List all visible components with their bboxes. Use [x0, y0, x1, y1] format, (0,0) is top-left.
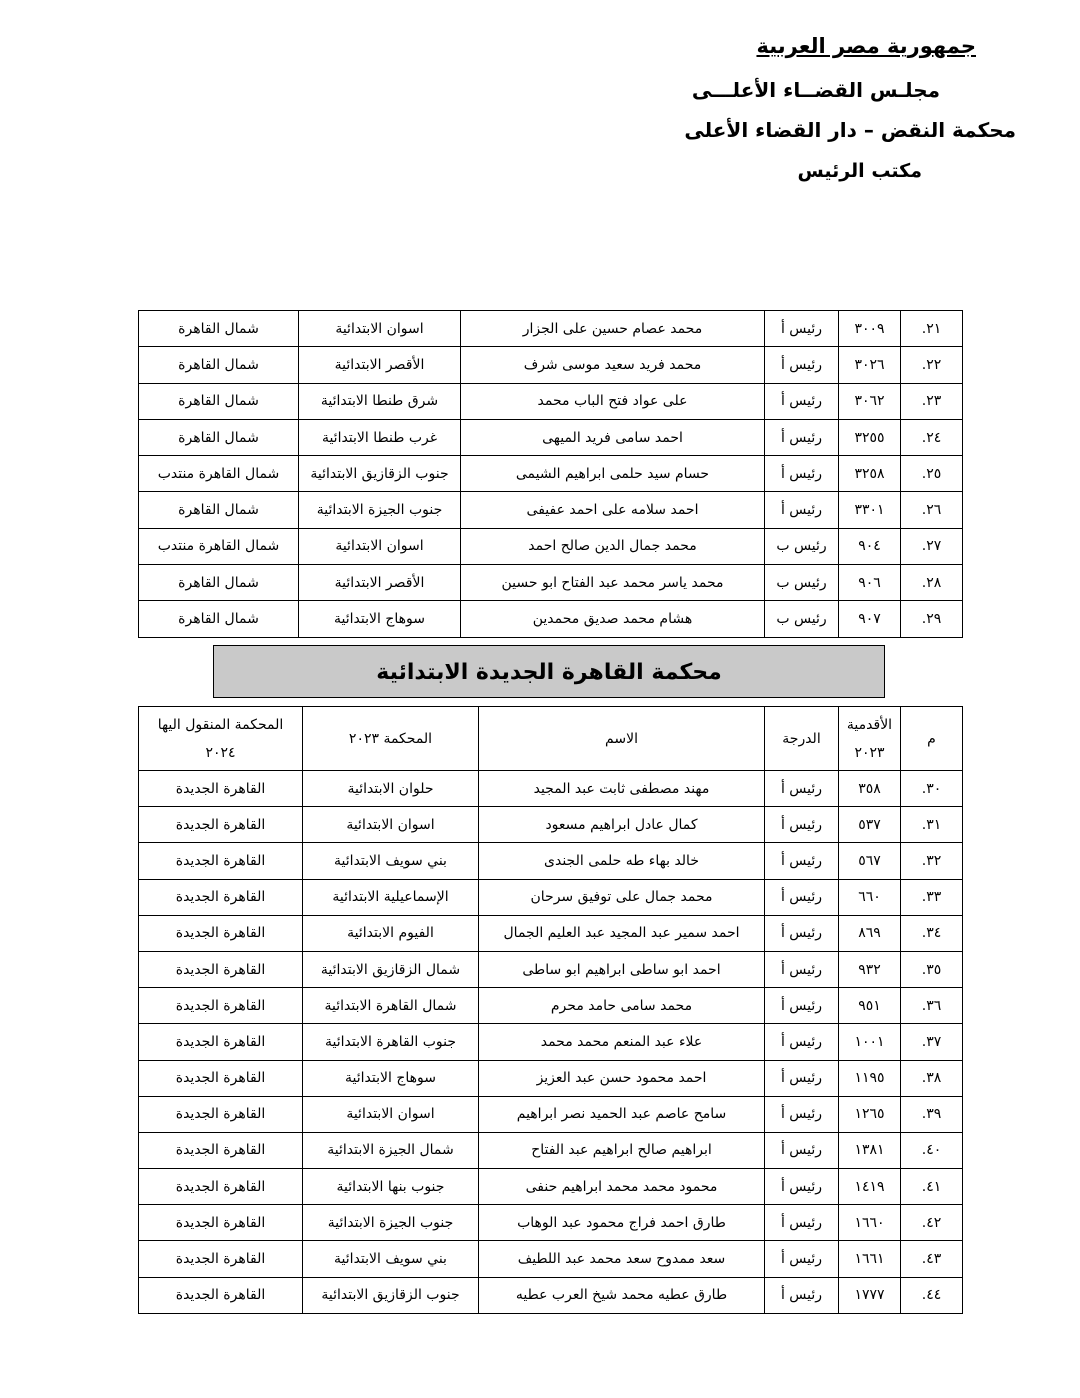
- transfers-table-2: [138, 706, 963, 1314]
- table-row: [139, 528, 963, 564]
- cell-name: حسام سيد حلمى ابراهيم الشيمى: [461, 456, 765, 492]
- cell-name: خالد بهاء طه حلمى الجندى: [479, 843, 765, 879]
- cell-seniority: ٩٠٧: [839, 601, 901, 637]
- cell-seniority: ٩٥١: [839, 988, 901, 1024]
- cell-name: احمد محمود حسن عبد العزيز: [479, 1060, 765, 1096]
- cell-court2023: بني سويف الابتدائية: [303, 843, 479, 879]
- cell-name: احمد سمير عبد المجيد عبد العليم الجمال: [479, 915, 765, 951]
- header-seniority-year: ٢٠٢٣: [854, 744, 885, 761]
- header-grade: الدرجة: [765, 707, 839, 771]
- cell-grade: رئيس أ: [765, 1169, 839, 1205]
- header-seniority-label: الأقدمية: [846, 716, 893, 733]
- table-row: [139, 347, 963, 383]
- cell-court2023: شمال الجيزة الابتدائية: [303, 1132, 479, 1168]
- cell-court2023: شمال الزقازيق الابتدائية: [303, 951, 479, 987]
- cell-name: سامح عاصم عبد الحميد نصر ابراهيم: [479, 1096, 765, 1132]
- cell-m: ٣٧.: [901, 1024, 963, 1060]
- table-row: [139, 601, 963, 637]
- cell-court2023: الأقصر الابتدائية: [299, 347, 461, 383]
- table-row: [139, 915, 963, 951]
- cell-grade: رئيس أ: [765, 1024, 839, 1060]
- header-transfer-year: ٢٠٢٤: [205, 744, 236, 761]
- cell-m: ٤٣.: [901, 1241, 963, 1277]
- cell-transfer: القاهرة الجديدة: [139, 1024, 303, 1060]
- cell-seniority: ٦٦٠: [839, 879, 901, 915]
- cell-court2023: جنوب الجيزة الابتدائية: [299, 492, 461, 528]
- cell-grade: رئيس أ: [765, 1241, 839, 1277]
- cell-name: على عواد فتح الباب محمد: [461, 383, 765, 419]
- cell-name: محمد جمال الدين صالح احمد: [461, 528, 765, 564]
- table-row: [139, 1241, 963, 1277]
- table-row: [139, 311, 963, 347]
- cell-transfer: شمال القاهرة: [139, 311, 299, 347]
- cell-name: احمد سلامه على احمد عفيفى: [461, 492, 765, 528]
- cell-grade: رئيس أ: [765, 1060, 839, 1096]
- cell-seniority: ٣٠٠٩: [839, 311, 901, 347]
- cell-transfer: القاهرة الجديدة: [139, 879, 303, 915]
- cell-name: مهند مصطفى ثابت عبد المجيد: [479, 771, 765, 807]
- table-row: [139, 843, 963, 879]
- cell-seniority: ١٤١٩: [839, 1169, 901, 1205]
- table-row: [139, 383, 963, 419]
- cell-name: محمد فريد سعيد موسى شرف: [461, 347, 765, 383]
- cell-grade: رئيس أ: [765, 347, 839, 383]
- cell-name: احمد سامى فريد الميهى: [461, 419, 765, 455]
- cell-transfer: شمال القاهرة: [139, 383, 299, 419]
- cell-court2023: بني سويف الابتدائية: [303, 1241, 479, 1277]
- cell-grade: رئيس أ: [765, 951, 839, 987]
- cell-court2023: اسوان الابتدائية: [299, 528, 461, 564]
- cell-seniority: ٣٠٦٢: [839, 383, 901, 419]
- cell-grade: رئيس أ: [765, 1132, 839, 1168]
- cell-transfer: القاهرة الجديدة: [139, 1169, 303, 1205]
- cell-transfer: القاهرة الجديدة: [139, 807, 303, 843]
- cell-name: علاء عبد المنعم محمد محمد: [479, 1024, 765, 1060]
- cell-grade: رئيس أ: [765, 419, 839, 455]
- cell-grade: رئيس أ: [765, 311, 839, 347]
- header-council: مجلـس القضــاء الأعلـــى: [691, 78, 940, 102]
- cell-transfer: شمال القاهرة منتدب: [139, 456, 299, 492]
- cell-court2023: جنوب بنها الابتدائية: [303, 1169, 479, 1205]
- cell-transfer: القاهرة الجديدة: [139, 951, 303, 987]
- cell-m: ٣٨.: [901, 1060, 963, 1096]
- cell-m: ٣٩.: [901, 1096, 963, 1132]
- cell-court2023: جنوب الزقازيق الابتدائية: [299, 456, 461, 492]
- table-row: [139, 988, 963, 1024]
- cell-name: محمود محمد محمد ابراهيم حنفى: [479, 1169, 765, 1205]
- cell-seniority: ١٧٧٧: [839, 1277, 901, 1313]
- cell-name: طارق احمد فراج محمود عبد الوهاب: [479, 1205, 765, 1241]
- cell-transfer: شمال القاهرة: [139, 492, 299, 528]
- cell-m: ٤٠.: [901, 1132, 963, 1168]
- cell-m: ٢١.: [901, 311, 963, 347]
- cell-name: طارق عطيه محمد شيخ العرب عطيه: [479, 1277, 765, 1313]
- cell-seniority: ٩٣٢: [839, 951, 901, 987]
- cell-grade: رئيس ب: [765, 528, 839, 564]
- table-row: [139, 1060, 963, 1096]
- cell-name: محمد جمال على توفيق سرحان: [479, 879, 765, 915]
- cell-seniority: ١١٩٥: [839, 1060, 901, 1096]
- cell-grade: رئيس أ: [765, 879, 839, 915]
- cell-m: ٢٣.: [901, 383, 963, 419]
- cell-transfer: شمال القاهرة: [139, 419, 299, 455]
- cell-m: ٢٨.: [901, 565, 963, 601]
- cell-m: ٤٢.: [901, 1205, 963, 1241]
- cell-m: ٢٧.: [901, 528, 963, 564]
- table-row: [139, 492, 963, 528]
- cell-court2023: سوهاج الابتدائية: [299, 601, 461, 637]
- cell-transfer: القاهرة الجديدة: [139, 771, 303, 807]
- cell-transfer: القاهرة الجديدة: [139, 988, 303, 1024]
- header-court-2023: المحكمة ٢٠٢٣: [303, 707, 479, 771]
- table-row: [139, 1277, 963, 1313]
- cell-court2023: اسوان الابتدائية: [303, 1096, 479, 1132]
- cell-transfer: شمال القاهرة: [139, 601, 299, 637]
- cell-court2023: الإسماعيلية الابتدائية: [303, 879, 479, 915]
- cell-grade: رئيس أ: [765, 1277, 839, 1313]
- cell-m: ٢٩.: [901, 601, 963, 637]
- cell-grade: رئيس أ: [765, 771, 839, 807]
- cell-name: هشام محمد صديق محمدين: [461, 601, 765, 637]
- cell-transfer: القاهرة الجديدة: [139, 1096, 303, 1132]
- cell-seniority: ٥٣٧: [839, 807, 901, 843]
- cell-seniority: ٣٣٠١: [839, 492, 901, 528]
- cell-m: ٣٤.: [901, 915, 963, 951]
- cell-seniority: ٩٠٤: [839, 528, 901, 564]
- header-name: الاسم: [479, 707, 765, 771]
- cell-m: ٣١.: [901, 807, 963, 843]
- table-row: [139, 771, 963, 807]
- header-transfer-label: المحكمة المنقول اليها: [157, 716, 284, 733]
- cell-transfer: شمال القاهرة: [139, 347, 299, 383]
- cell-court2023: اسوان الابتدائية: [299, 311, 461, 347]
- table-row: [139, 1024, 963, 1060]
- cell-court2023: شمال القاهرة الابتدائية: [303, 988, 479, 1024]
- cell-seniority: ١٦٦١: [839, 1241, 901, 1277]
- transfers-table-1: [138, 310, 963, 638]
- cell-m: ٣٢.: [901, 843, 963, 879]
- cell-m: ٣٥.: [901, 951, 963, 987]
- header-court: محكمة النقض – دار القضاء الأعلى: [684, 118, 1016, 142]
- cell-court2023: حلوان الابتدائية: [303, 771, 479, 807]
- cell-grade: رئيس أ: [765, 807, 839, 843]
- cell-seniority: ١٣٨١: [839, 1132, 901, 1168]
- cell-transfer: القاهرة الجديدة: [139, 915, 303, 951]
- cell-m: ٣٣.: [901, 879, 963, 915]
- header-transfer: [139, 707, 303, 771]
- cell-court2023: جنوب الجيزة الابتدائية: [303, 1205, 479, 1241]
- cell-court2023: سوهاج الابتدائية: [303, 1060, 479, 1096]
- cell-name: محمد سامى حامد محرم: [479, 988, 765, 1024]
- header-seniority: [839, 707, 901, 771]
- cell-seniority: ٣٠٢٦: [839, 347, 901, 383]
- header-office: مكتب الرئيس: [797, 160, 922, 182]
- cell-name: احمد ابو ساطى ابراهيم ابو ساطى: [479, 951, 765, 987]
- cell-transfer: القاهرة الجديدة: [139, 1277, 303, 1313]
- cell-seniority: ٣٢٥٥: [839, 419, 901, 455]
- cell-m: ٢٦.: [901, 492, 963, 528]
- cell-m: ٢٥.: [901, 456, 963, 492]
- cell-grade: رئيس ب: [765, 601, 839, 637]
- cell-transfer: القاهرة الجديدة: [139, 1132, 303, 1168]
- cell-grade: رئيس ب: [765, 565, 839, 601]
- cell-name: ابراهيم صالح ابراهيم عبد الفتاح: [479, 1132, 765, 1168]
- header-m: م: [901, 707, 963, 771]
- cell-name: محمد ياسر محمد عبد الفتاح ابو حسين: [461, 565, 765, 601]
- cell-m: ٤٤.: [901, 1277, 963, 1313]
- table-row: [139, 1132, 963, 1168]
- header-country: جمهورية مصر العربية: [756, 34, 976, 58]
- cell-court2023: شرق طنطا الابتدائية: [299, 383, 461, 419]
- table-row: [139, 565, 963, 601]
- cell-m: ٣٦.: [901, 988, 963, 1024]
- cell-grade: رئيس أ: [765, 492, 839, 528]
- cell-grade: رئيس أ: [765, 456, 839, 492]
- table-row: [139, 456, 963, 492]
- cell-m: ٣٠.: [901, 771, 963, 807]
- cell-grade: رئيس أ: [765, 915, 839, 951]
- table-row: [139, 807, 963, 843]
- cell-name: سعد ممدوح سعد محمد عبد اللطيف: [479, 1241, 765, 1277]
- cell-court2023: غرب طنطا الابتدائية: [299, 419, 461, 455]
- table-row: [139, 1169, 963, 1205]
- cell-grade: رئيس أ: [765, 988, 839, 1024]
- cell-court2023: جنوب الزقازيق الابتدائية: [303, 1277, 479, 1313]
- cell-name: كمال عادل ابراهيم مسعود: [479, 807, 765, 843]
- cell-court2023: اسوان الابتدائية: [303, 807, 479, 843]
- cell-court2023: الأقصر الابتدائية: [299, 565, 461, 601]
- cell-transfer: القاهرة الجديدة: [139, 843, 303, 879]
- cell-seniority: ٨٦٩: [839, 915, 901, 951]
- cell-seniority: ٩٠٦: [839, 565, 901, 601]
- cell-transfer: شمال القاهرة: [139, 565, 299, 601]
- cell-seniority: ١٠٠١: [839, 1024, 901, 1060]
- cell-seniority: ٣٢٥٨: [839, 456, 901, 492]
- cell-grade: رئيس أ: [765, 843, 839, 879]
- table-row: [139, 419, 963, 455]
- table-row: [139, 951, 963, 987]
- cell-seniority: ١٢٦٥: [839, 1096, 901, 1132]
- cell-seniority: ١٦٦٠: [839, 1205, 901, 1241]
- table-header-row: [139, 707, 963, 771]
- table-row: [139, 879, 963, 915]
- cell-grade: رئيس أ: [765, 383, 839, 419]
- cell-court2023: جنوب القاهرة الابتدائية: [303, 1024, 479, 1060]
- cell-transfer: القاهرة الجديدة: [139, 1241, 303, 1277]
- cell-m: ٤١.: [901, 1169, 963, 1205]
- cell-m: ٢٤.: [901, 419, 963, 455]
- cell-grade: رئيس أ: [765, 1205, 839, 1241]
- cell-grade: رئيس أ: [765, 1096, 839, 1132]
- table-row: [139, 1096, 963, 1132]
- cell-transfer: القاهرة الجديدة: [139, 1060, 303, 1096]
- cell-transfer: شمال القاهرة منتدب: [139, 528, 299, 564]
- table-row: [139, 1205, 963, 1241]
- cell-m: ٢٢.: [901, 347, 963, 383]
- cell-court2023: الفيوم الابتدائية: [303, 915, 479, 951]
- section-title: محكمة القاهرة الجديدة الابتدائية: [213, 645, 885, 698]
- cell-name: محمد عصام حسين على الجزار: [461, 311, 765, 347]
- cell-seniority: ٣٥٨: [839, 771, 901, 807]
- cell-transfer: القاهرة الجديدة: [139, 1205, 303, 1241]
- cell-seniority: ٥٦٧: [839, 843, 901, 879]
